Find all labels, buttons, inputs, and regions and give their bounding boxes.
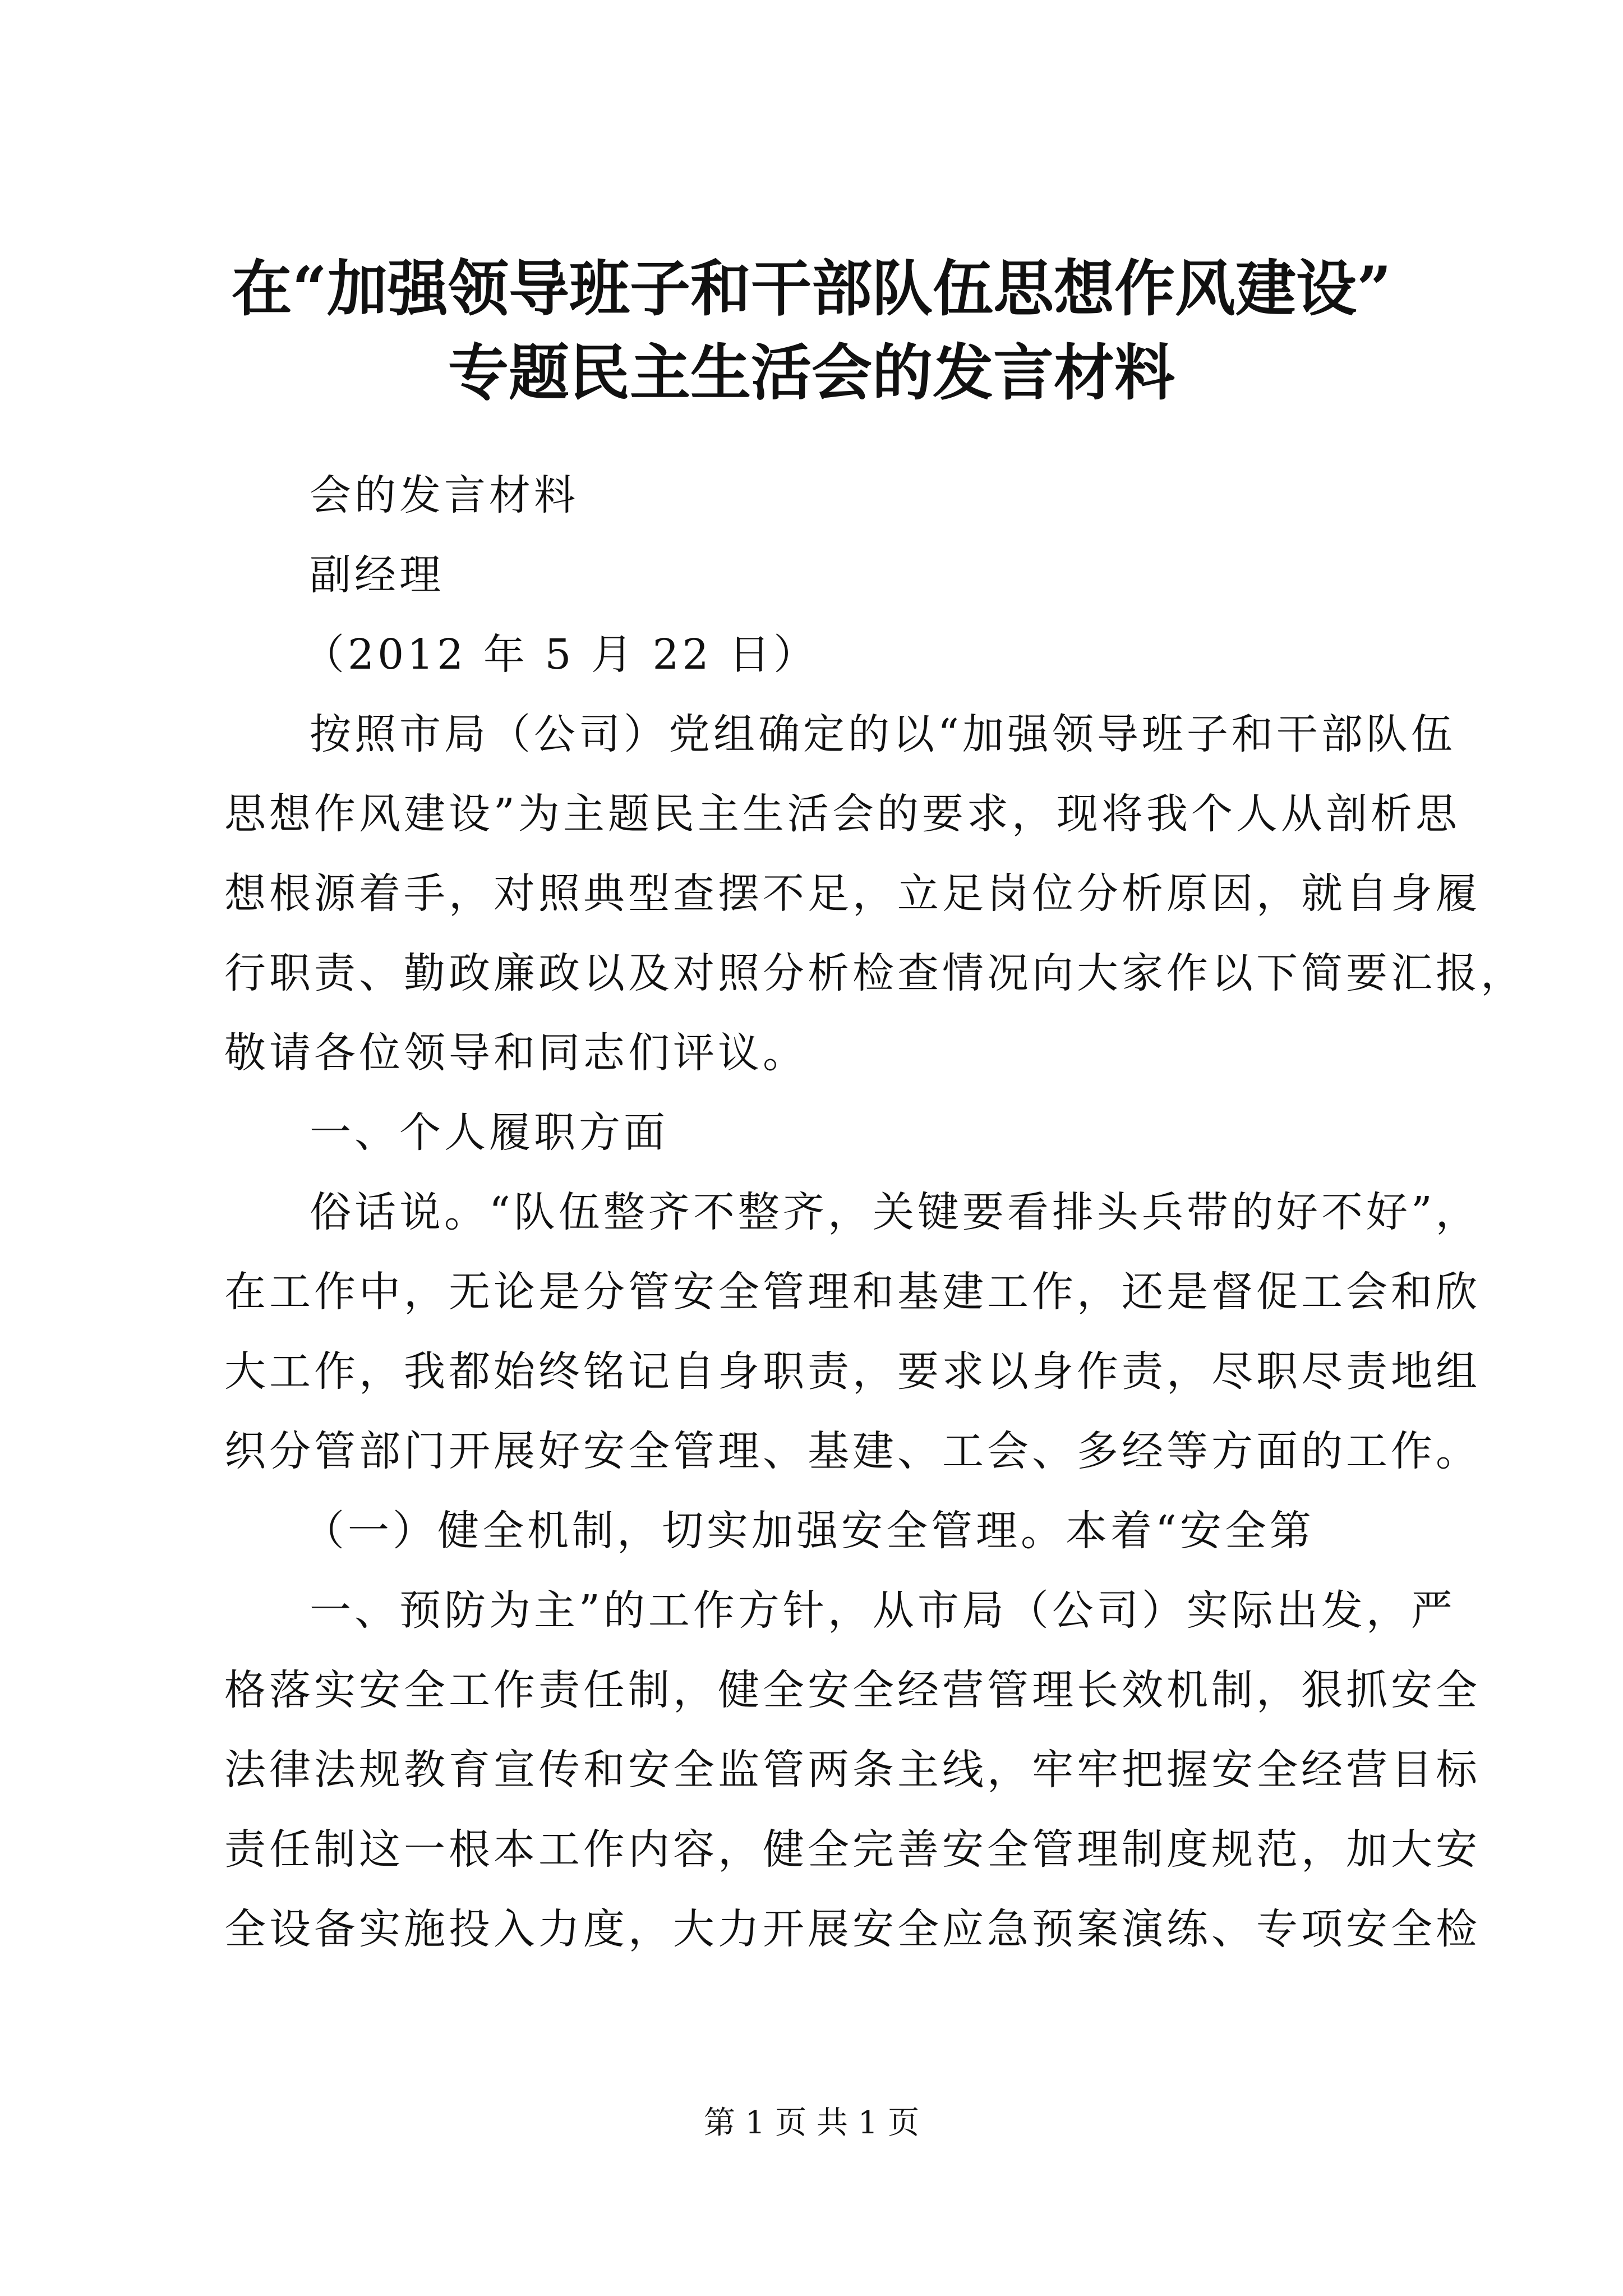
paragraph-line: 思想作风建设”为主题民主生活会的要求，现将我个人从剖析思 [224,790,1460,838]
subtitle-line: 会的发言材料 [310,471,579,519]
paragraph-line: 大工作，我都始终铭记自身职责，要求以身作责，尽职尽责地组 [224,1347,1481,1396]
paragraph-line: 按照市局（公司）党组确定的以“加强领导班子和干部队伍 [310,710,1456,758]
page-number-footer: 第 1 页 共 1 页 [703,2105,920,2141]
paragraph-line: 全设备实施投入力度，大力开展安全应急预案演练、专项安全检 [224,1905,1481,1953]
paragraph-line: 格落实安全工作责任制，健全安全经营管理长效机制，狠抓安全 [224,1666,1481,1714]
paragraph-line: 俗话说。“队伍整齐不整齐，关键要看排头兵带的好不好”， [310,1188,1481,1236]
document-title-line-2: 专题民主生活会的发言材料 [448,338,1175,408]
section-heading: 一、个人履职方面 [310,1108,668,1157]
paragraph-line: 敬请各位领导和同志们评议。 [224,1029,808,1077]
paragraph-line: 想根源着手，对照典型查摆不足，立足岗位分析原因，就自身履 [224,869,1481,918]
paragraph-line: 织分管部门开展好安全管理、基建、工会、多经等方面的工作。 [224,1427,1481,1475]
document-date: （2012 年 5 月 22 日） [303,631,819,679]
paragraph-line: 法律法规教育宣传和安全监管两条主线，牢牢把握安全经营目标 [224,1746,1481,1794]
paragraph-line: 责任制这一根本工作内容，健全完善安全管理制度规范，加大安 [224,1825,1481,1874]
document-title-line-1: 在“加强领导班子和干部队伍思想作风建设” [231,254,1392,324]
paragraph-line: 在工作中，无论是分管安全管理和基建工作，还是督促工会和欣 [224,1268,1481,1316]
author-role: 副经理 [310,551,444,599]
paragraph-line: 一、预防为主”的工作方针，从市局（公司）实际出发，严 [310,1586,1456,1635]
subsection-heading: （一）健全机制，切实加强安全管理。本着“安全第 [303,1507,1315,1555]
paragraph-line: 行职责、勤政廉政以及对照分析检查情况向大家作以下简要汇报， [224,949,1525,997]
